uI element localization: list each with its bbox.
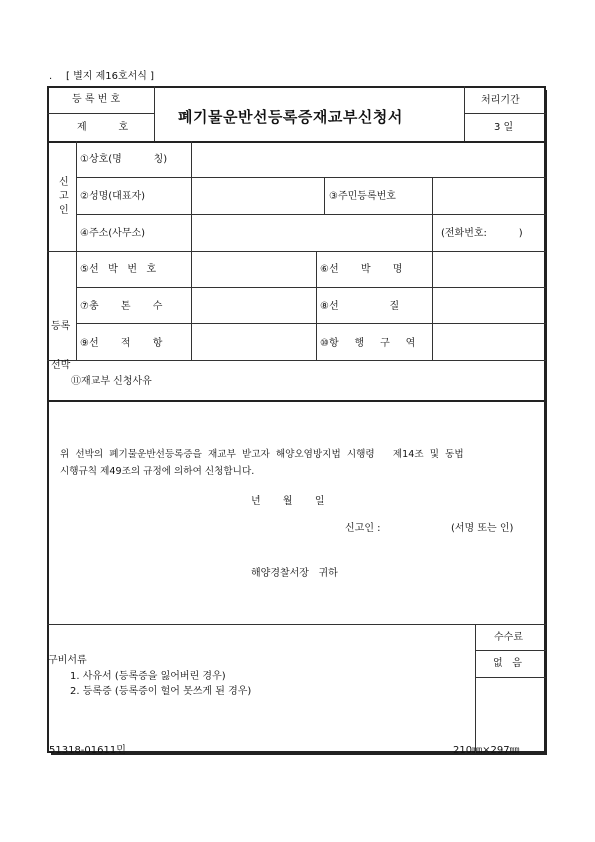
- fee-value: 없 음: [493, 658, 522, 669]
- ship-name-field[interactable]: [433, 252, 545, 286]
- required-docs-title: 구비서류: [48, 655, 87, 666]
- reason-bottom-border: [47, 400, 546, 402]
- fee-label: 수수료: [494, 632, 523, 643]
- statement-line-2: 시행규칙 제49조의 규정에 의하여 신청합니다.: [60, 466, 255, 477]
- vessel-label-line: 등록: [51, 321, 71, 332]
- fee-value-border: [475, 677, 546, 678]
- fee-label-border: [475, 650, 546, 651]
- applicant-sign-label: 신고인 :: [345, 523, 381, 534]
- form-number: [ 별지 제16호서식 ]: [66, 71, 155, 82]
- header-divider-right: [464, 113, 546, 114]
- statement-line-1: 위 선박의 폐기물운반선등록증을 재교부 받고자 해양오염방지법 시행령 제14조 및 동법: [60, 449, 464, 460]
- issue-no-label: 제 호: [77, 122, 129, 133]
- material-field[interactable]: [433, 288, 545, 322]
- ship-name-label: ⑥선 박 명: [320, 264, 403, 275]
- vessel-label-line: 선박: [51, 360, 71, 371]
- resident-no-label: ③주민등록번호: [329, 191, 396, 202]
- applicant-sign-field[interactable]: [392, 518, 448, 538]
- phone-label: (전화번호: ): [441, 228, 523, 239]
- ship-no-field[interactable]: [192, 252, 315, 286]
- address-label: ④주소(사무소): [80, 228, 146, 239]
- rep-name-field[interactable]: [192, 178, 323, 213]
- trade-name-label: ①상호(명 칭): [80, 154, 168, 165]
- header-vline-1: [154, 86, 155, 142]
- required-doc-item: 1. 사유서 (등록증을 잃어버린 경우): [70, 671, 226, 682]
- gross-tonnage-label: ⑦총 톤 수: [80, 301, 163, 312]
- reg-no-label: 등 록 번 호: [72, 94, 121, 105]
- applicant-label-divider: [76, 141, 77, 251]
- form-code: 51318-01611민: [49, 745, 126, 756]
- nav-area-field[interactable]: [433, 324, 545, 359]
- address-field[interactable]: [192, 215, 431, 250]
- required-doc-item: 2. 등록증 (등록증이 헐어 못쓰게 된 경우): [70, 686, 252, 697]
- date-line: 년 월 일: [251, 496, 325, 507]
- applicant-section-label: [59, 176, 69, 218]
- vessel-field-divider-2: [316, 251, 317, 360]
- applicant-label-char: 인: [59, 205, 69, 216]
- home-port-field[interactable]: [192, 324, 315, 359]
- reason-field[interactable]: [48, 361, 544, 399]
- applicant-label-char: 신: [59, 177, 69, 188]
- paper-size: 210㎜×297㎜: [453, 745, 520, 756]
- ship-no-label: ⑤선 박 번 호: [80, 264, 157, 275]
- processing-period-label: 처리기간: [481, 95, 520, 106]
- vessel-label-divider: [76, 251, 77, 360]
- processing-period-value: 3 일: [494, 122, 514, 133]
- form-number-prefix: .: [49, 71, 53, 82]
- header-divider-left: [47, 113, 154, 114]
- reason-label: ⑪재교부 신청사유: [71, 376, 152, 387]
- addressee: 해양경찰서장 귀하: [251, 568, 338, 579]
- statement-bottom-border: [47, 624, 546, 625]
- trade-name-field[interactable]: [192, 142, 545, 176]
- form-title: 폐기물운반선등록증재교부신청서: [178, 108, 403, 126]
- gross-tonnage-field[interactable]: [192, 288, 315, 322]
- fee-column-divider: [475, 624, 476, 753]
- applicant-label-char: 고: [59, 191, 69, 202]
- header-vline-2: [464, 86, 465, 142]
- material-label: ⑧선 질: [320, 301, 400, 312]
- applicant-resident-divider: [324, 177, 325, 214]
- sign-or-seal-label: (서명 또는 인): [451, 523, 514, 534]
- home-port-label: ⑨선 적 항: [80, 338, 163, 349]
- resident-no-field[interactable]: [433, 178, 545, 213]
- rep-name-label: ②성명(대표자): [80, 191, 146, 202]
- nav-area-label: ⑩항 행 구 역: [320, 338, 416, 349]
